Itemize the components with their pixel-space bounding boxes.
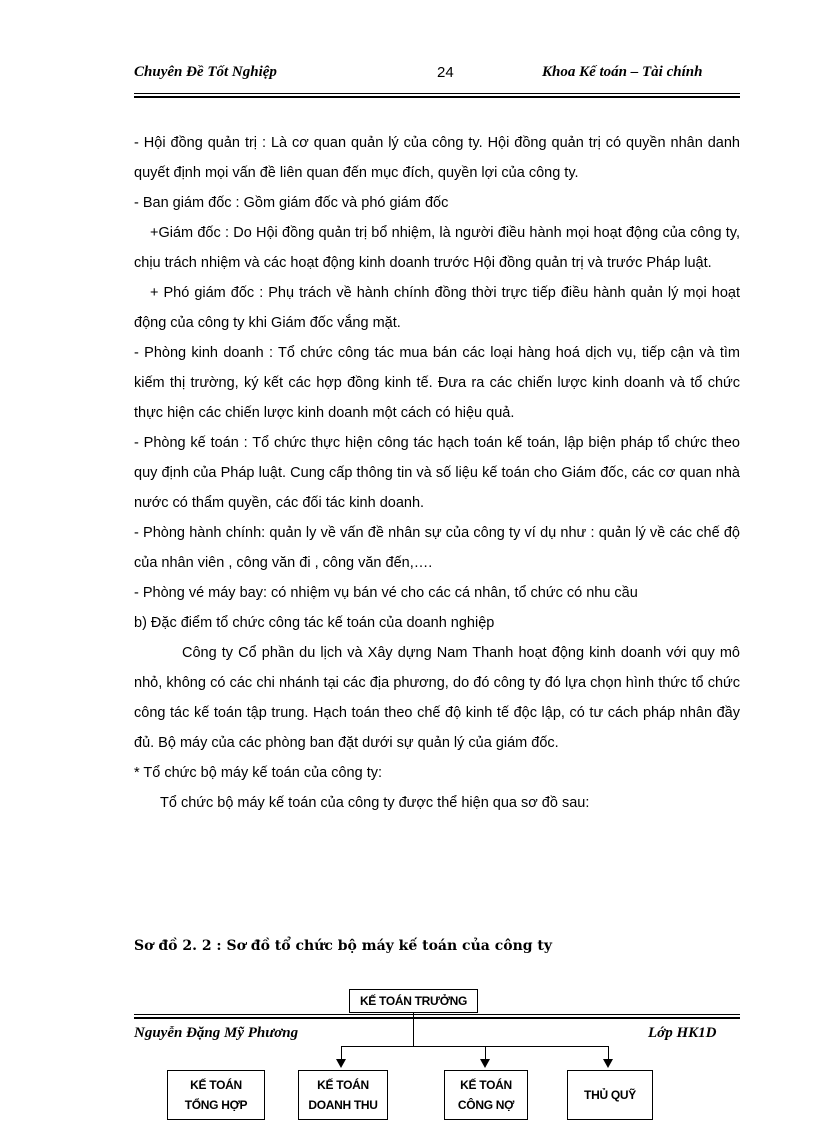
footer-author: Nguyễn Đặng Mỹ Phương [134, 1025, 299, 1041]
box-ke-toan-doanh-thu [298, 1070, 388, 1120]
paragraph: - Phòng hành chính: quản ly về vấn đề nhân sự của công ty ví dụ như : quản lý về các chế độ của nhân viên , công văn đi , công văn đến,…. [134, 525, 740, 571]
paragraph: - Ban giám đốc : Gồm giám đốc và phó giám đốc [134, 195, 449, 211]
footer-rule-bottom [134, 1017, 740, 1019]
connector-child-1 [341, 1046, 342, 1059]
paragraph: Công ty Cổ phần du lịch và Xây dựng Nam Thanh hoạt động kinh doanh với quy mô nhỏ, không có các chi nhánh tại các địa phương, do đó công ty đó lựa chọn hình thức tổ chức công tác kế toán tập trung. Hạch toán theo chế độ kinh tế độc lập, có tư cách pháp nhân đầy đủ. Bộ máy của các phòng ban đặt dưới sự quản lý của giám đốc. [134, 645, 740, 751]
box-line: CÔNG NỢ [457, 1098, 515, 1112]
header-left-title: Chuyên Đề Tốt Nghiệp [134, 64, 277, 80]
paragraph: * Tổ chức bộ máy kế toán của công ty: [134, 765, 383, 781]
section-heading: b) Đặc điểm tổ chức công tác kế toán của doanh nghiệp [134, 615, 495, 631]
arrow-head [336, 1059, 346, 1068]
paragraph: - Phòng vé máy bay: có nhiệm vụ bán vé cho các cá nhân, tổ chức có nhu cầu [134, 585, 638, 601]
box-line: KẾ TOÁN [190, 1078, 242, 1092]
footer-class: Lớp HK1D [648, 1025, 717, 1041]
paragraph: - Phòng kinh doanh : Tổ chức công tác mua bán các loại hàng hoá dịch vụ, tiếp cận và tìm kiếm thị trường, ký kết các hợp đồng kinh tế. Đưa ra các chiến lược kinh doanh và tổ chức thực hiện các chiến lược kinh doanh một cách có hiệu quả. [134, 345, 740, 421]
connector-horizontal [341, 1046, 608, 1047]
footer-rule-top [134, 1014, 740, 1015]
box-line: KẾ TOÁN [460, 1078, 512, 1092]
paragraph: - Phòng kế toán : Tổ chức thực hiện công tác hạch toán kế toán, lập biện pháp tổ chức theo quy định của Pháp luật. Cung cấp thông tin và số liệu kế toán cho Giám đốc, các cơ quan nhà nước có thẩm quyền, các đối tác kinh doanh. [134, 435, 740, 511]
arrow-head [480, 1059, 490, 1068]
body-text [134, 128, 740, 818]
box-thu-quy: THỦ QUỸ [567, 1070, 653, 1120]
header-right-title: Khoa Kế toán – Tài chính [542, 64, 703, 80]
connector-child-3 [485, 1046, 486, 1059]
header-rule-top [134, 93, 740, 94]
diagram-caption: Sơ đồ 2. 2 : Sơ đồ tổ chức bộ máy kế toán của công ty [134, 938, 553, 954]
paragraph: + Phó giám đốc : Phụ trách về hành chính đồng thời trực tiếp điều hành quản lý mọi hoạt động của công ty khi Giám đốc vắng mặt. [134, 285, 740, 331]
box-ke-toan-tong-hop [167, 1070, 265, 1120]
box-ke-toan-cong-no [444, 1070, 528, 1120]
box-line: TỔNG HỢP [184, 1098, 248, 1112]
connector-child-4 [608, 1046, 609, 1059]
box-line: DOANH THU [308, 1098, 378, 1112]
box-ke-toan-truong: KẾ TOÁN TRƯỞNG [349, 989, 478, 1013]
arrow-head [603, 1059, 613, 1068]
page-number: 24 [437, 64, 454, 81]
paragraph: - Hội đồng quản trị : Là cơ quan quản lý của công ty. Hội đồng quản trị có quyền nhân danh quyết định mọi vấn đề liên quan đến mục đích, quyền lợi của công ty. [134, 135, 740, 181]
paragraph: +Giám đốc : Do Hội đồng quản trị bổ nhiệm, là người điều hành mọi hoạt động của công ty, chịu trách nhiệm và các hoạt động kinh doanh trước Hội đồng quản trị và trước Pháp luật. [134, 225, 740, 271]
header-rule-bottom [134, 96, 740, 98]
box-line: KẾ TOÁN [317, 1078, 369, 1092]
paragraph: Tổ chức bộ máy kế toán của công ty được thể hiện qua sơ đồ sau: [160, 795, 590, 811]
